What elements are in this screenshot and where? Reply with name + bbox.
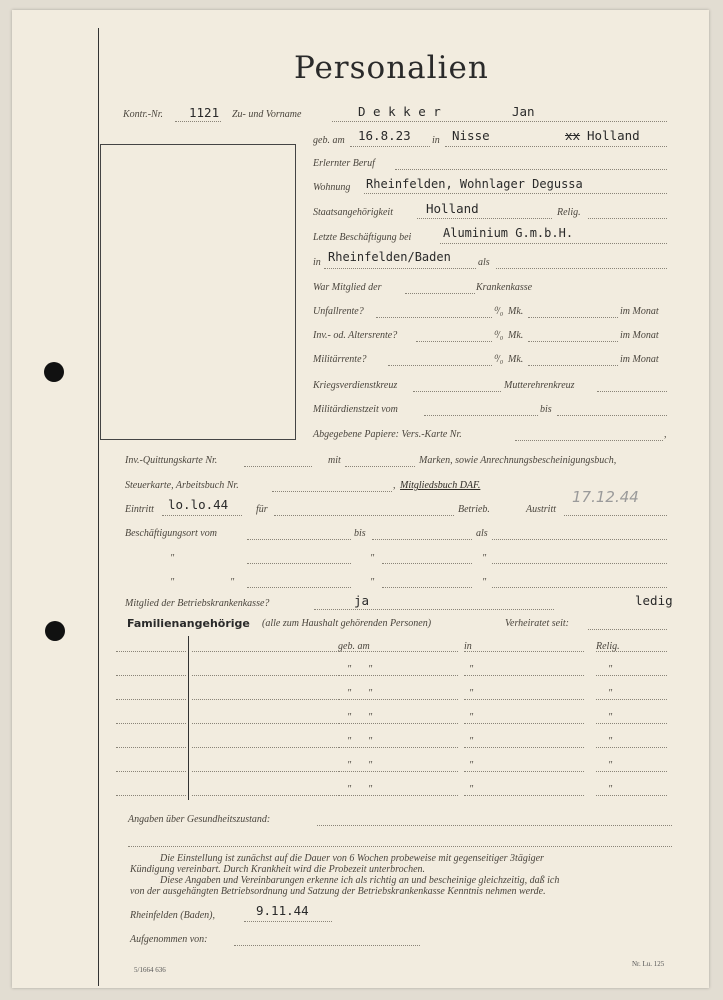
ort-label: Beschäftigungsort vom [125, 528, 217, 539]
document-sheet [12, 10, 709, 988]
family-row-line [116, 795, 186, 796]
beruf-label: Erlernter Beruf [313, 158, 375, 169]
footer-left: 5/1664 636 [134, 966, 166, 974]
family-row-line [192, 723, 337, 724]
ditto-mark: " [482, 577, 487, 588]
ditto-mark: " [608, 760, 613, 771]
ditto-mark: " [368, 736, 373, 747]
family-row-line [464, 699, 584, 700]
fam-sub: (alle zum Haushalt gehörenden Personen) [262, 618, 432, 629]
family-row-line [464, 675, 584, 676]
family-row-line [596, 771, 667, 772]
family-row-line [464, 723, 584, 724]
papiere-label: Abgegebene Papiere: Vers.-Karte Nr. [313, 429, 462, 440]
fam-label: Familienangehörige [127, 617, 250, 630]
bkk-label: Mitglied der Betriebskrankenkasse? [125, 598, 270, 609]
family-row-line [464, 795, 584, 796]
note-line-4: von der ausgehängten Betriebsordnung und Satzung der Betriebskrankenkasse Kenntnis nehmen werde. [130, 886, 546, 897]
milrente-frac: ⁰/₀ [493, 354, 504, 365]
born-place: Nisse [452, 128, 490, 143]
ditto-mark: " [368, 760, 373, 771]
fuer-label: für [256, 504, 268, 515]
steuer-comma: , [393, 480, 396, 491]
note-line-3: Diese Angaben und Vereinbarungen erkenne ich als richtig an und bescheinige gleichzeitig, daß ich [160, 875, 560, 886]
ditto-mark: " [368, 784, 373, 795]
wohnung-value: Rheinfelden, Wohnlager Degussa [366, 177, 583, 191]
family-row-line [116, 723, 186, 724]
family-row-line [596, 651, 667, 652]
unfall-label: Unfallrente? [313, 306, 364, 317]
sign-place: Rheinfelden (Baden), [130, 910, 215, 921]
relig-label: Relig. [557, 207, 581, 218]
fam-geb-label: geb. am [338, 641, 370, 652]
unfall-mk: Mk. [508, 306, 524, 317]
ditto-mark: " [469, 712, 474, 723]
page-title: Personalien [294, 50, 489, 86]
unfall-monat: im Monat [620, 306, 659, 317]
milrente-monat: im Monat [620, 354, 659, 365]
mutter-label: Mutterehrenkreuz [504, 380, 575, 391]
family-row-line [596, 723, 667, 724]
inv-quit-label: Inv.-Quittungskarte Nr. [125, 455, 218, 466]
inv-mk: Mk. [508, 330, 524, 341]
ort-in-value: Rheinfelden/Baden [328, 250, 451, 264]
ditto-mark: " [347, 664, 352, 675]
family-row-line [596, 699, 667, 700]
family-row-line [338, 723, 458, 724]
milrente-mk: Mk. [508, 354, 524, 365]
punch-hole [45, 621, 65, 641]
ditto-mark: " [608, 664, 613, 675]
ditto-mark: " [170, 553, 175, 564]
note-line-2: Kündigung vereinbart. Durch Krankheit wird die Probezeit unterbrochen. [130, 864, 426, 875]
ditto-mark: " [469, 688, 474, 699]
family-row-line [596, 675, 667, 676]
family-row-line [464, 651, 584, 652]
kranken-label: Krankenkasse [476, 282, 533, 293]
family-row-line [192, 747, 337, 748]
family-row-line [596, 747, 667, 748]
ort-in-label: in [313, 257, 321, 268]
status-value: ledig [635, 593, 673, 608]
verh-label: Verheiratet seit: [505, 618, 569, 629]
photo-box [100, 144, 296, 440]
ditto-mark: " [469, 784, 474, 795]
marken-label: Marken, sowie Anrechnungsbescheinigungsbuch, [419, 455, 617, 466]
family-row-line [338, 699, 458, 700]
family-row-line [338, 795, 458, 796]
family-row-line [338, 747, 458, 748]
staat-value: Holland [426, 201, 479, 216]
born-in-label: in [432, 135, 440, 146]
family-row-line [464, 747, 584, 748]
mit-label: mit [328, 455, 341, 466]
surname: D e k k e r [358, 104, 441, 119]
firstname: Jan [512, 104, 535, 119]
papiere-comma: , [664, 429, 667, 440]
ditto-mark: " [347, 760, 352, 771]
ditto-mark: " [608, 736, 613, 747]
als-label: als [478, 257, 490, 268]
born-date: 16.8.23 [358, 128, 411, 143]
family-row-line [192, 651, 337, 652]
note-line-1: Die Einstellung ist zunächst auf die Dauer von 6 Wochen probeweise mit gegenseitiger 3tägiger [160, 853, 544, 864]
family-row-line [116, 675, 186, 676]
ditto-mark: " [368, 712, 373, 723]
steuer-label: Steuerkarte, Arbeitsbuch Nr. [125, 480, 239, 491]
family-row-line [192, 771, 337, 772]
ditto-mark: " [170, 577, 175, 588]
aufgenommen-label: Aufgenommen von: [130, 934, 208, 945]
family-row-line [338, 651, 458, 652]
ditto-mark: " [368, 688, 373, 699]
austritt-value: 17.12.44 [572, 488, 639, 506]
family-row-line [596, 795, 667, 796]
ditto-mark: " [469, 736, 474, 747]
punch-hole [44, 362, 64, 382]
bkk-value: ja [354, 593, 370, 608]
kontr-label: Kontr.-Nr. [123, 109, 164, 120]
fam-relig-label: Relig. [596, 641, 620, 652]
mildienst-bis: bis [540, 404, 552, 415]
family-row-line [116, 651, 186, 652]
family-row-line [116, 771, 186, 772]
kriegs-label: Kriegsverdienstkreuz [313, 380, 398, 391]
family-row-line [464, 771, 584, 772]
ditto-mark: " [370, 577, 375, 588]
letzte-value: Aluminium G.m.b.H. [443, 226, 574, 240]
family-row-line [192, 675, 337, 676]
fam-in-label: in [464, 641, 472, 652]
eintritt-label: Eintritt [125, 504, 154, 515]
austritt-label: Austritt [526, 504, 557, 515]
family-row-line [192, 795, 337, 796]
ditto-mark: " [608, 688, 613, 699]
inv-monat: im Monat [620, 330, 659, 341]
ditto-mark: " [469, 760, 474, 771]
ort-als: als [476, 528, 488, 539]
family-divider [188, 636, 189, 800]
family-row-line [116, 699, 186, 700]
ditto-mark: " [482, 553, 487, 564]
eintritt-value: lo.lo.44 [168, 497, 229, 512]
family-row-line [338, 771, 458, 772]
country: Holland [587, 128, 640, 143]
footer-right: Nr. Lu. 125 [632, 960, 665, 968]
margin-rule [98, 28, 99, 986]
letzte-label: Letzte Beschäftigung bei [313, 232, 412, 243]
unfall-frac: ⁰/₀ [493, 306, 504, 317]
ditto-mark: " [347, 688, 352, 699]
ditto-mark: " [370, 553, 375, 564]
kontr-value: 1121 [189, 105, 220, 120]
ditto-mark: " [347, 712, 352, 723]
sign-date: 9.11.44 [256, 903, 309, 918]
ditto-mark: " [368, 664, 373, 675]
name-label: Zu- und Vorname [232, 109, 302, 120]
country-prefix: xx [565, 128, 581, 143]
ditto-mark: " [608, 784, 613, 795]
gesund-label: Angaben über Gesundheitszustand: [128, 814, 271, 825]
inv-frac: ⁰/₀ [493, 330, 504, 341]
daf-buch: Mitgliedsbuch DAF. [400, 480, 481, 491]
wohnung-label: Wohnung [313, 182, 351, 193]
family-row-line [338, 675, 458, 676]
family-row-line [116, 747, 186, 748]
inv-label: Inv.- od. Altersrente? [313, 330, 398, 341]
ditto-mark: " [608, 712, 613, 723]
ditto-mark: " [230, 577, 235, 588]
milrente-label: Militärrente? [313, 354, 367, 365]
betrieb-label: Betrieb. [458, 504, 490, 515]
mitglied-label: War Mitglied der [313, 282, 382, 293]
ditto-mark: " [347, 736, 352, 747]
ditto-mark: " [469, 664, 474, 675]
mildienst-label: Militärdienstzeit vom [313, 404, 398, 415]
ort-bis: bis [354, 528, 366, 539]
born-label: geb. am [313, 135, 345, 146]
staat-label: Staatsangehörigkeit [313, 207, 393, 218]
family-row-line [192, 699, 337, 700]
ditto-mark: " [347, 784, 352, 795]
